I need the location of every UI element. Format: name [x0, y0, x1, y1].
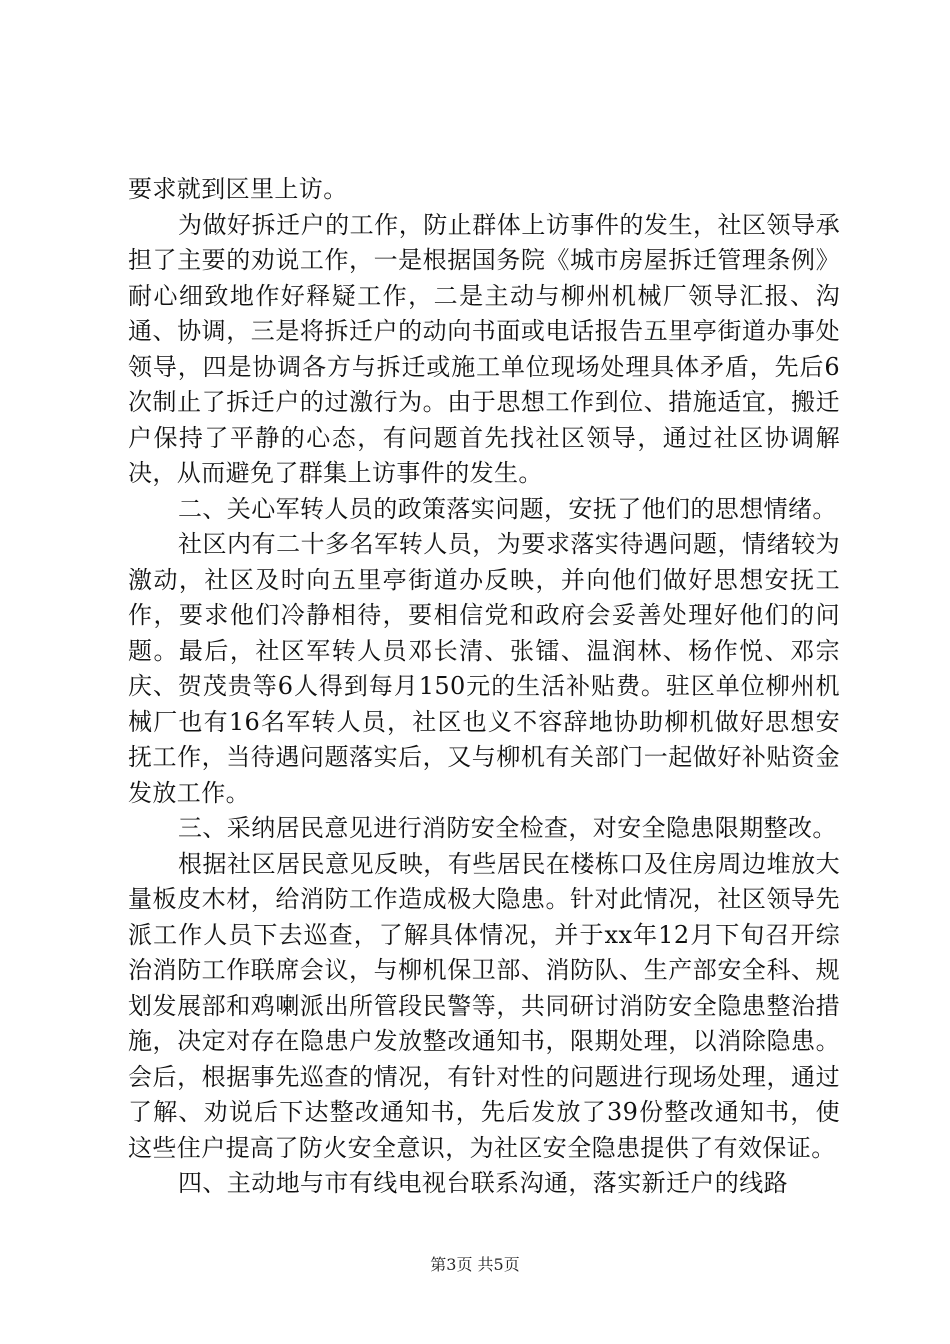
- section-heading-2: 二、关心军转人员的政策落实问题，安抚了他们的思想情绪。: [178, 494, 837, 523]
- paragraph-3: 社区内有二十多名军转人员，为要求落实待遇问题，情绪较为激动，社区及时向五里亭街道办反映，并向他们做好思想安抚工作，要求他们冷静相待，要相信党和政府会妥善处理好他们的问题。最后，社区军转人员邓长清、张镭、温润林、杨作悦、邓宗庆、贺茂贵等6人得到每月150元的生活补贴费。驻区单位柳州机械厂也有16名军转人员，社区也义不容辞地协助柳机做好思想安抚工作，当待遇问题落实后，又与柳机有关部门一起做好补贴资金发放工作。: [128, 530, 840, 807]
- document-body: [128, 172, 840, 1202]
- page-footer: 第3页 共5页: [430, 1255, 520, 1274]
- paragraph-2: 为做好拆迁户的工作，防止群体上访事件的发生，社区领导承担了主要的劝说工作，一是根据国务院《城市房屋拆迁管理条例》耐心细致地作好释疑工作，二是主动与柳州机械厂领导汇报、沟通、协调，三是将拆迁户的动向书面或电话报告五里亭街道办事处领导，四是协调各方与拆迁或施工单位现场处理具体矛盾，先后6次制止了拆迁户的过激行为。由于思想工作到位、措施适宜，搬迁户保持了平静的心态，有问题首先找社区领导，通过社区协调解决，从而避免了群集上访事件的发生。: [128, 210, 840, 487]
- section-heading-3: 三、采纳居民意见进行消防安全检查，对安全隐患限期整改。: [178, 814, 837, 842]
- paragraph-1: 要求就到区里上访。: [128, 175, 348, 203]
- paragraph-4: 根据社区居民意见反映，有些居民在楼栋口及住房周边堆放大量板皮木材，给消防工作造成极大隐患。针对此情况，社区领导先派工作人员下去巡查，了解具体情况，并于xx年12月下旬召开综治消防工作联席会议，与柳机保卫部、消防队、生产部安全科、规划发展部和鸡喇派出所管段民警等，共同研讨消防安全隐患整治措施，决定对存在隐患户发放整改通知书，限期处理，以消除隐患。会后，根据事先巡查的情况，有针对性的问题进行现场处理，通过了解、劝说后下达整改通知书，先后发放了39份整改通知书，使这些住户提高了防火安全意识，为社区安全隐患提供了有效保证。: [128, 849, 840, 1162]
- section-heading-4: 四、主动地与市有线电视台联系沟通，落实新迁户的线路: [178, 1169, 788, 1197]
